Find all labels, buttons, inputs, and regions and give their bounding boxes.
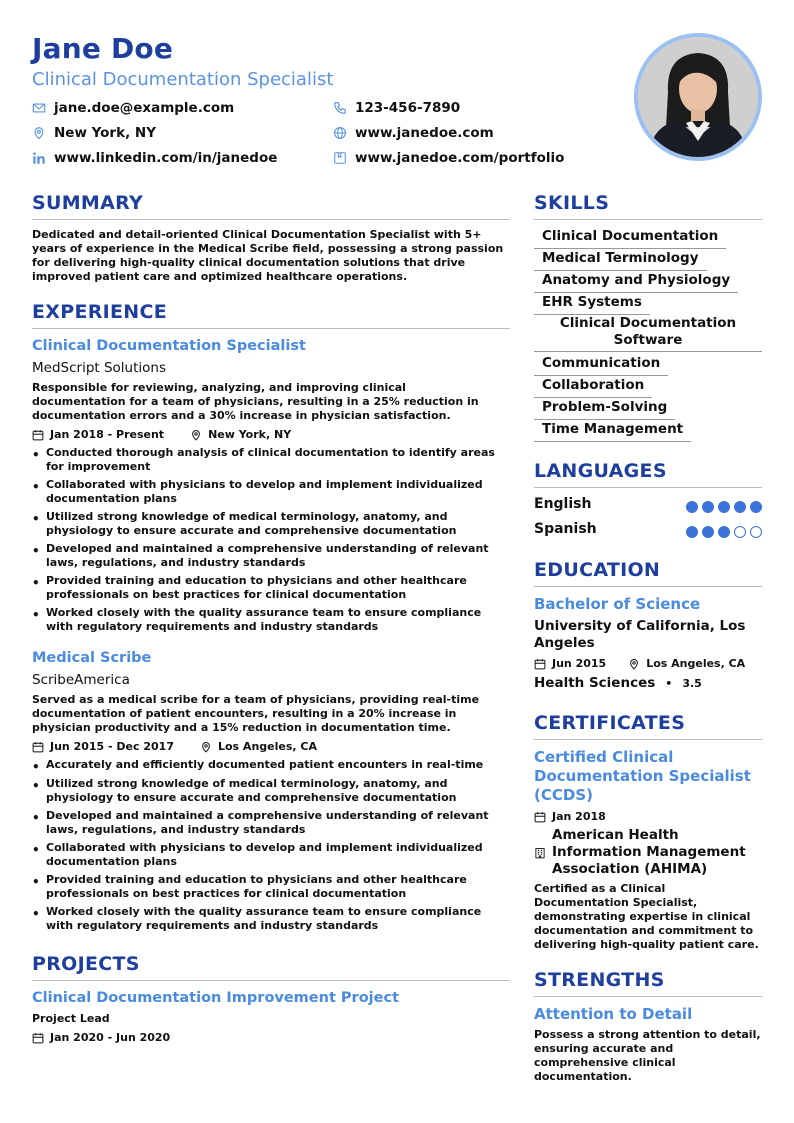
phone-icon xyxy=(333,101,347,115)
certificate-date-row xyxy=(534,810,606,823)
project-role: Project Lead xyxy=(32,1012,110,1025)
skill-tag: Time Management xyxy=(534,420,691,442)
list-item: • Accurately and efficiently documented patient encounters in real-time xyxy=(32,758,502,772)
strengths-heading: STRENGTHS xyxy=(534,969,665,991)
level-dot-empty xyxy=(734,526,746,538)
certificate-date: Jan 2018 xyxy=(552,810,606,823)
candidate-title: Clinical Documentation Specialist xyxy=(32,69,334,90)
education-field-row xyxy=(534,675,702,691)
languages-heading: LANGUAGES xyxy=(534,460,667,482)
level-dot-filled xyxy=(686,501,698,513)
skill-tag: Clinical Documentation xyxy=(534,227,726,249)
certificate-title: Certified Clinical Documentation Specialist (CCDS) xyxy=(534,748,751,804)
list-item: • Worked closely with the quality assurance team to ensure compliance with regulatory requirements and industry standards xyxy=(32,606,502,634)
field-separator: • xyxy=(665,676,673,690)
job-company: ScribeAmerica xyxy=(32,672,130,688)
strength-description: Possess a strong attention to detail, ensuring accurate and comprehensive clinical documentation. xyxy=(534,1028,761,1083)
bookmark-icon xyxy=(333,151,347,165)
calendar-icon xyxy=(32,1032,44,1044)
job-location: Los Angeles, CA xyxy=(217,740,317,753)
language-name: English xyxy=(534,496,592,512)
skill-tag: Clinical Documentation Software xyxy=(534,315,762,352)
job-company: MedScript Solutions xyxy=(32,360,166,376)
skill-tag: Problem-Solving xyxy=(534,398,675,420)
certificate-issuer: American Health Information Management Association (AHIMA) xyxy=(552,827,746,877)
projects-heading: PROJECTS xyxy=(32,953,140,975)
contact-linkedin[interactable] xyxy=(32,150,277,166)
language-level-english xyxy=(686,501,762,513)
level-dot-filled xyxy=(686,526,698,538)
list-item: • Provided training and education to physicians and other healthcare professionals on best practices for clinical documentation xyxy=(32,873,502,901)
list-item: • Collaborated with physicians to develop and implement individualized documentation plans xyxy=(32,478,502,506)
skill-tag: Medical Terminology xyxy=(534,249,707,271)
contact-phone[interactable] xyxy=(333,100,460,116)
strengths-divider xyxy=(534,996,762,997)
linkedin-icon xyxy=(32,151,46,165)
building-icon xyxy=(534,847,546,859)
job-description: Served as a medical scribe for a team of physicians, providing real-time documentation of patient encounters, resulting in a 20% increase in physician productivity and a 15% reduction in documentation time. xyxy=(32,693,480,734)
education-divider xyxy=(534,586,762,587)
location-text: New York, NY xyxy=(54,125,156,141)
education-date: Jun 2015 xyxy=(552,657,607,670)
skill-tag: EHR Systems xyxy=(534,293,650,315)
list-item: • Utilized strong knowledge of medical terminology, anatomy, and physiology to ensure accurate and comprehensive documentation xyxy=(32,510,502,538)
job-title: Medical Scribe xyxy=(32,650,152,666)
location-pin-icon xyxy=(200,741,212,753)
job-meta xyxy=(32,428,291,441)
contact-portfolio[interactable] xyxy=(333,150,564,166)
list-item: • Conducted thorough analysis of clinical documentation to identify areas for improvement xyxy=(32,446,502,474)
level-dot-filled xyxy=(734,501,746,513)
level-dot-filled xyxy=(718,501,730,513)
education-heading: EDUCATION xyxy=(534,559,661,581)
calendar-icon xyxy=(534,811,546,823)
job-title: Clinical Documentation Specialist xyxy=(32,338,306,354)
contact-website[interactable] xyxy=(333,125,494,141)
certificate-description: Certified as a Clinical Documentation Specialist, demonstrating expertise in clinical documentation and commitment to delivering high-quality patient care. xyxy=(534,882,759,951)
calendar-icon xyxy=(534,658,546,670)
level-dot-filled xyxy=(750,501,762,513)
degree-title: Bachelor of Science xyxy=(534,595,701,613)
list-item: • Developed and maintained a comprehensive understanding of relevant laws, regulations, and industry standards xyxy=(32,542,502,570)
experience-divider xyxy=(32,328,510,329)
project-meta xyxy=(32,1031,170,1044)
candidate-name: Jane Doe xyxy=(32,32,174,65)
level-dot-filled xyxy=(702,501,714,513)
skills-heading: SKILLS xyxy=(534,192,610,214)
language-level-spanish xyxy=(686,526,762,538)
certificates-heading: CERTIFICATES xyxy=(534,712,686,734)
projects-divider xyxy=(32,980,510,981)
website-text: www.janedoe.com xyxy=(355,125,494,141)
list-item: • Provided training and education to physicians and other healthcare professionals on best practices for clinical documentation xyxy=(32,574,502,602)
school-name: University of California, Los Angeles xyxy=(534,618,746,651)
portfolio-text: www.janedoe.com/portfolio xyxy=(355,150,565,166)
globe-icon xyxy=(333,126,347,140)
profile-photo xyxy=(634,33,762,161)
summary-divider xyxy=(32,219,510,220)
skill-tag: Anatomy and Physiology xyxy=(534,271,738,293)
languages-divider xyxy=(534,487,762,488)
contact-location xyxy=(32,125,156,141)
calendar-icon xyxy=(32,741,44,753)
contact-email[interactable] xyxy=(32,100,234,116)
list-item: • Utilized strong knowledge of medical terminology, anatomy, and physiology to ensure accurate and comprehensive documentation xyxy=(32,777,502,805)
certificates-divider xyxy=(534,739,762,740)
location-pin-icon xyxy=(628,658,640,670)
job-dates: Jun 2015 - Dec 2017 xyxy=(50,740,174,753)
linkedin-text: www.linkedin.com/in/janedoe xyxy=(54,150,278,166)
job-description: Responsible for reviewing, analyzing, and improving clinical documentation for a team of physicians, resulting in a 25% reduction in documentation errors and a 30% increase in physician satisfaction. xyxy=(32,381,479,422)
summary-text: Dedicated and detail-oriented Clinical Documentation Specialist with 5+ years of experience in the Medical Scribe field, possessing a strong passion for delivering high-quality clinical documentation solutions that drive improved patient care and optimized healthcare operations. xyxy=(32,228,504,283)
level-dot-filled xyxy=(702,526,714,538)
list-item: • Developed and maintained a comprehensive understanding of relevant laws, regulations, and industry standards xyxy=(32,809,502,837)
education-location: Los Angeles, CA xyxy=(646,657,746,670)
education-meta xyxy=(534,657,745,670)
language-name: Spanish xyxy=(534,521,597,537)
job-dates: Jan 2018 - Present xyxy=(50,428,165,441)
job-location: New York, NY xyxy=(208,428,292,441)
location-pin-icon xyxy=(190,429,202,441)
phone-text: 123-456-7890 xyxy=(355,100,461,116)
project-title: Clinical Documentation Improvement Project xyxy=(32,990,400,1006)
skill-tag: Communication xyxy=(534,354,668,376)
list-item: • Collaborated with physicians to develop and implement individualized documentation plans xyxy=(32,841,502,869)
mail-icon xyxy=(32,101,46,115)
strength-title: Attention to Detail xyxy=(534,1005,693,1023)
level-dot-filled xyxy=(718,526,730,538)
experience-heading: EXPERIENCE xyxy=(32,301,168,323)
summary-heading: SUMMARY xyxy=(32,192,144,214)
calendar-icon xyxy=(32,429,44,441)
level-dot-empty xyxy=(750,526,762,538)
job-meta xyxy=(32,740,317,753)
skill-tag: Collaboration xyxy=(534,376,652,398)
list-item: • Worked closely with the quality assurance team to ensure compliance with regulatory requirements and industry standards xyxy=(32,905,502,933)
location-pin-icon xyxy=(32,126,46,140)
email-text: jane.doe@example.com xyxy=(54,100,235,116)
education-gpa: 3.5 xyxy=(682,676,702,690)
skills-divider xyxy=(534,219,762,220)
project-dates: Jan 2020 - Jun 2020 xyxy=(50,1031,171,1044)
education-field: Health Sciences xyxy=(534,675,656,691)
